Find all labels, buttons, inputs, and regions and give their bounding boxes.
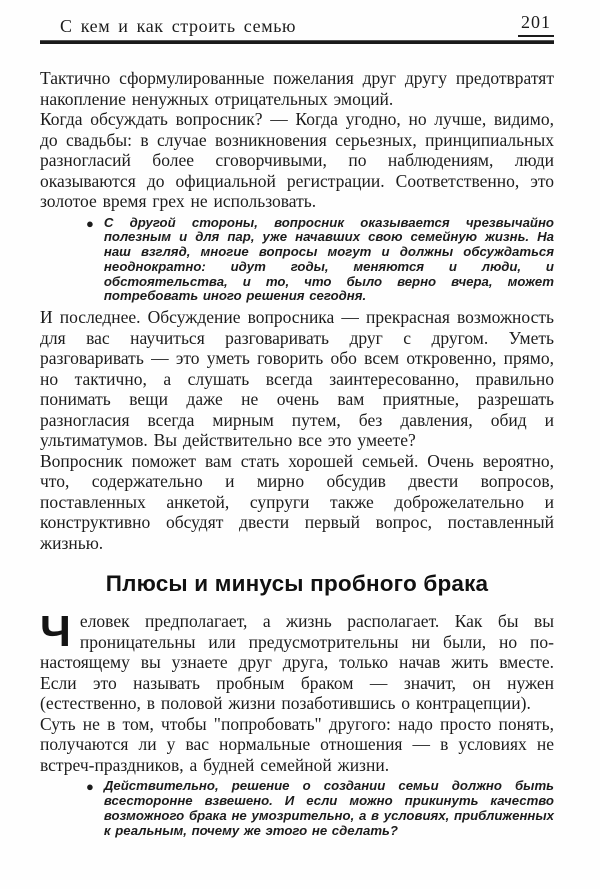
note-1-text: С другой стороны, вопросник оказывается чрезвычайно полезным и для пар, уже начавших свою семейную жизнь. На наш взгляд, многие вопросы могут и должны обсуждаться неоднократно: идут годы, меняются и люди, и обстоятельства, и то, что было верно вчера, может потребовать иного решения сегодня. — [103, 214, 554, 304]
bullet-icon: ● — [86, 215, 94, 231]
bullet-icon: ● — [86, 779, 94, 795]
running-head — [40, 12, 554, 41]
paragraph-6: Суть не в том, чтобы "попробовать" другого: надо просто понять, получаются ли у вас нормальные отношения — в условиях не встреч-праздников, а будней семейной жизни. — [40, 713, 554, 775]
paragraph-2: Когда обсуждать вопросник? — Когда угодно, но лучше, видимо, до свадьбы: в случае возникновения серьезных, принципиальных разногласий более сговорчивыми, по наблюдениям, люди оказываются до официальной регистрации. Соответственно, это золотое время грех не использовать. — [40, 109, 554, 211]
note-2-text: Действительно, решение о создании семьи должно быть всесторонне взвешено. И если можно прикинуть качество возможного брака не умозрительно, а в условиях, приближенных к реальным, почему же этого не сделать? — [103, 778, 554, 838]
section-heading: Плюсы и минусы пробного брака — [105, 571, 489, 597]
drop-cap-letter: Ч — [40, 607, 71, 657]
paragraph-5 — [40, 607, 554, 714]
paragraph-3: И последнее. Обсуждение вопросника — прекрасная возможность для вас научиться разговаривать друг с другом. Уметь разговаривать — это уметь говорить обо всем откровенно, прямо, но тактично, а слушать всегда заинтересованно, правильно понимать вещи даже не очень вам приятные, разрешать разногласия всегда мирным путем, без давления, обид и ультиматумов. Вы действительно все это умеете? — [40, 307, 554, 451]
header-rule-divider — [40, 41, 554, 44]
paragraph-1: Тактично сформулированные пожелания друг другу предотвратят накопление ненужных отрицательных эмоций. — [40, 68, 554, 109]
bulleted-note-1 — [40, 216, 554, 305]
running-head-title: С кем и как строить семью — [60, 16, 297, 36]
paragraph-4: Вопросник поможет вам стать хорошей семьей. Очень вероятно, что, содержательно и мирно обсудив двести вопросов, поставленных анкетой, супруги также доброжелательно и конструктивно обсудят двести первый вопрос, поставленный жизнью. — [40, 450, 554, 553]
bulleted-note-2 — [40, 779, 554, 838]
page-number: 201 — [518, 12, 554, 37]
paragraph-5-text: еловек предполагает, а жизнь располагает. Как бы вы проницательны или предусмотрительны ни были, но по-настоящему вы узнаете друг друга, только начав жить вместе. Если это называть пробным браком — значит, он нужен (естественно, в половой жизни позаботившись о контрацепции). — [40, 611, 554, 714]
page-body — [40, 68, 554, 838]
